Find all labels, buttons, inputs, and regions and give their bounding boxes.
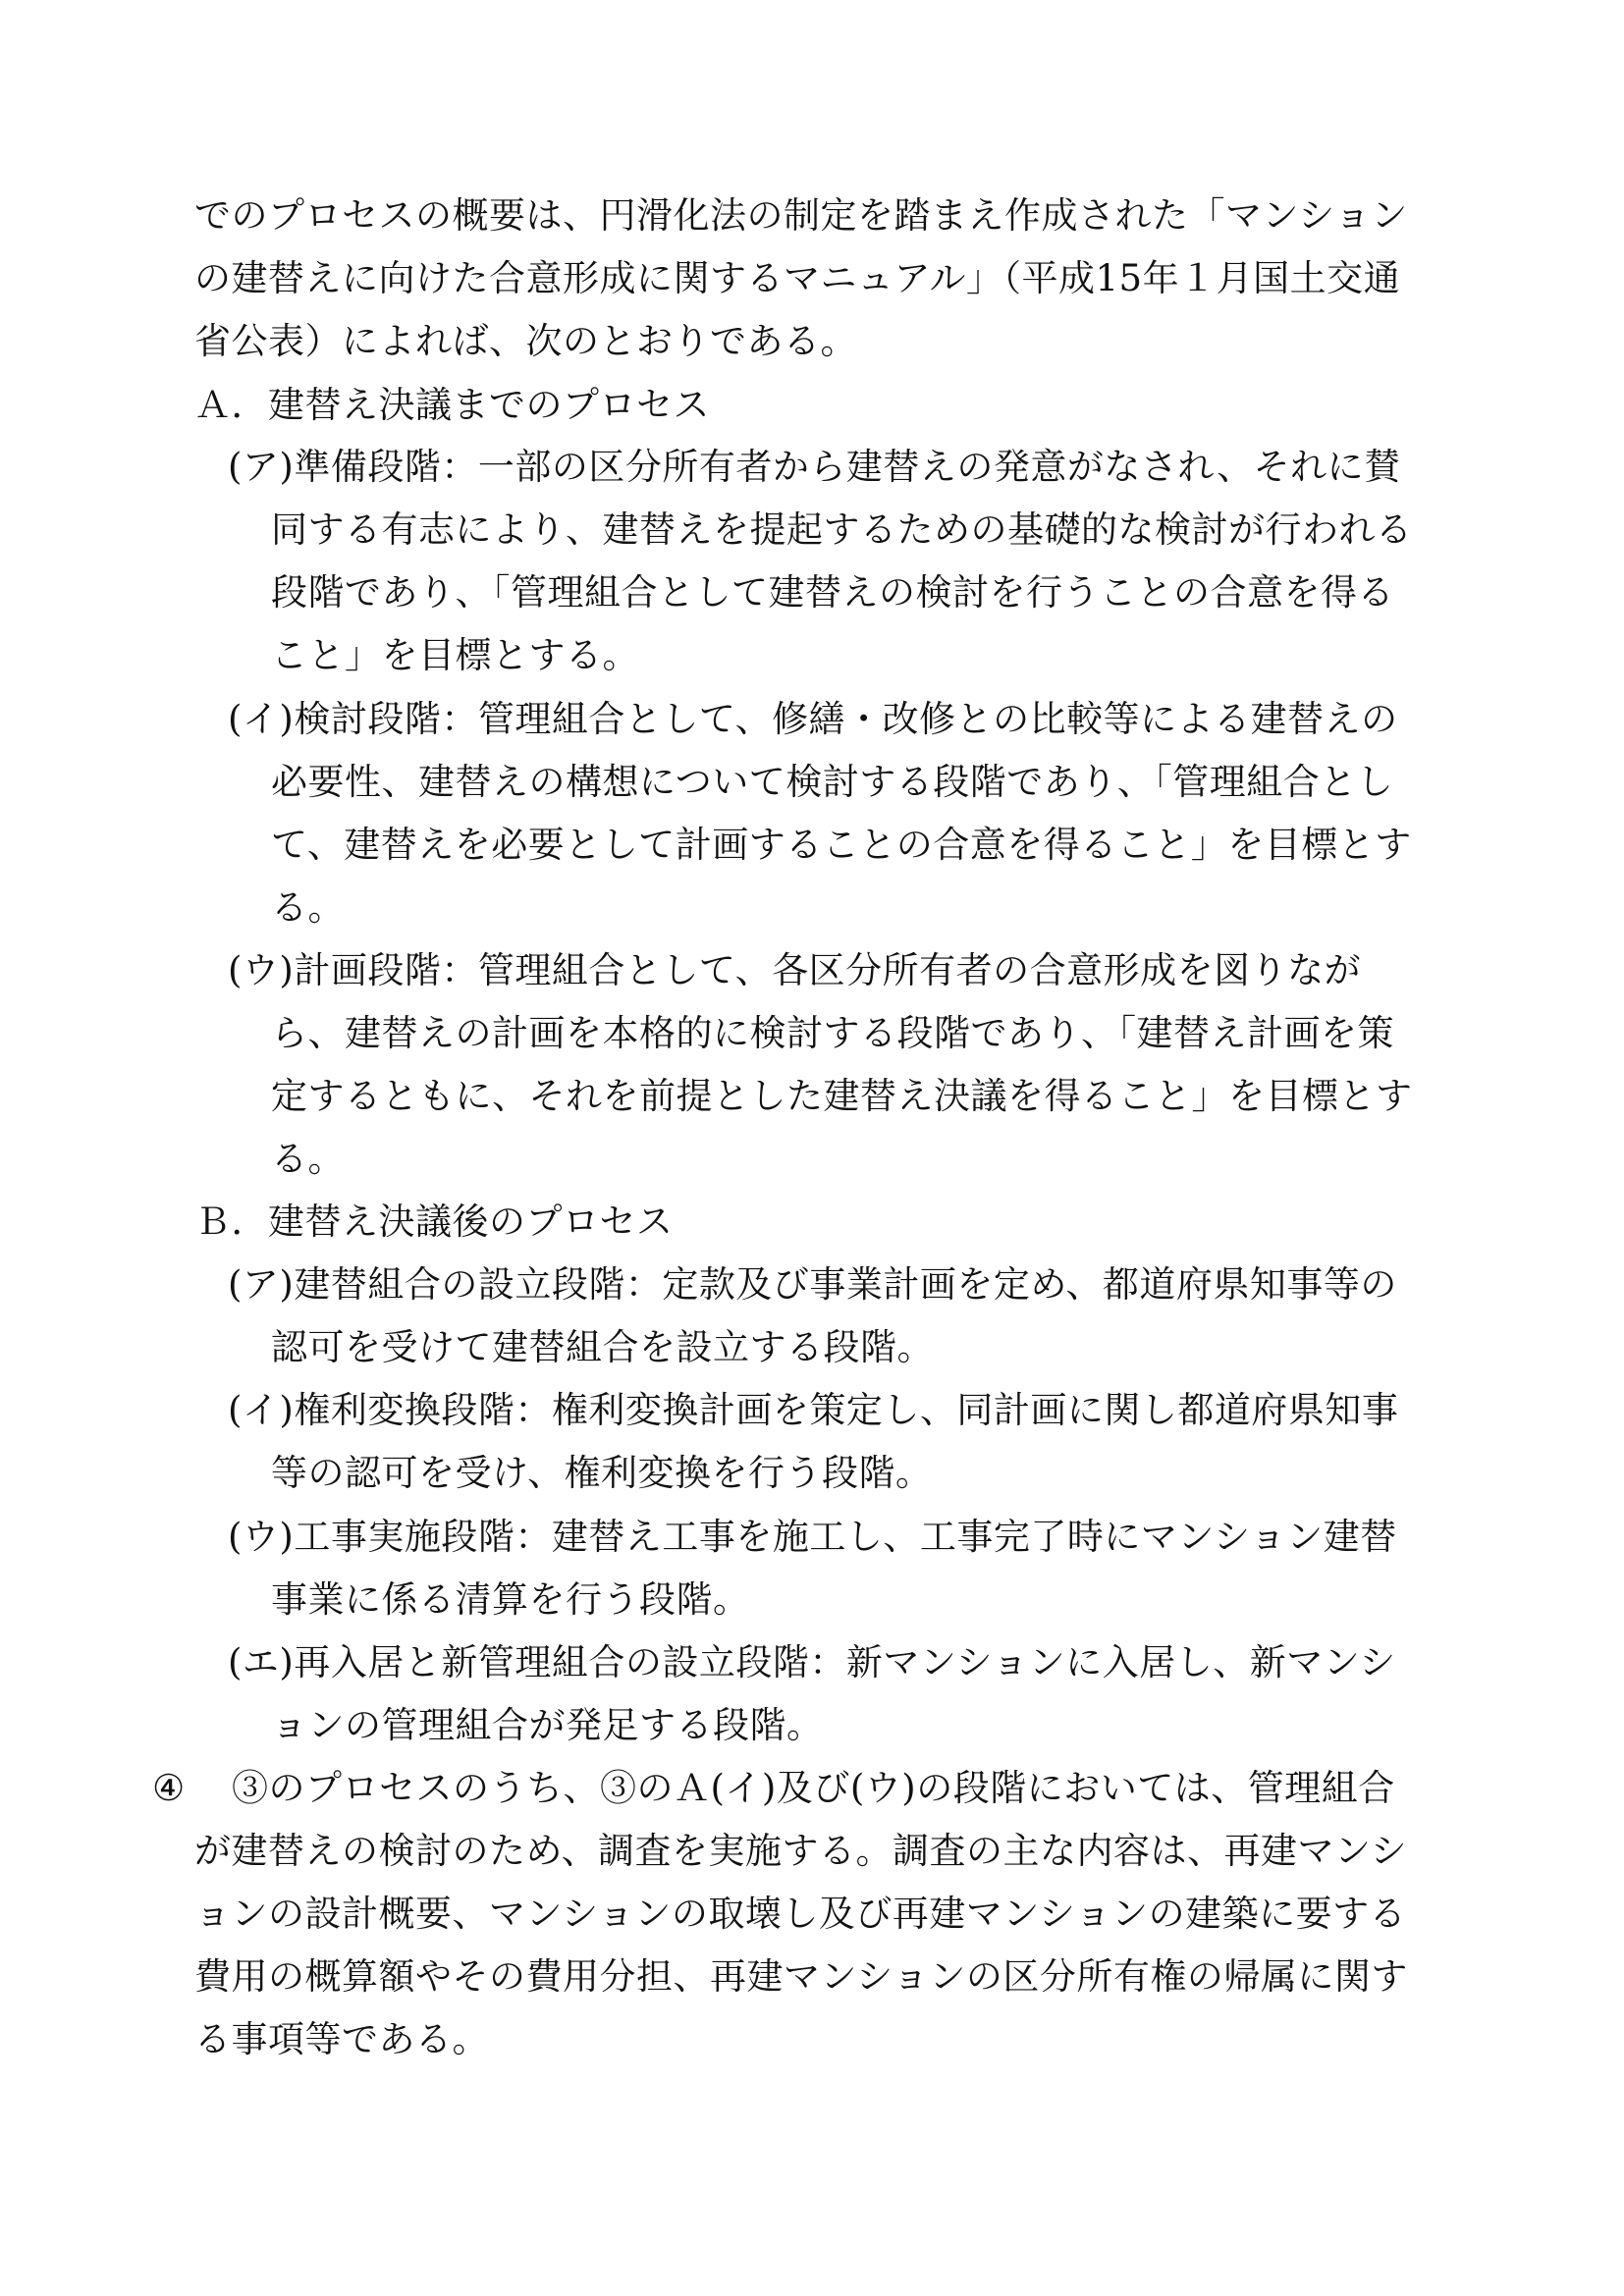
list-item-line: 認可を受けて建替組合を設立する段階。 — [271, 1326, 934, 1368]
item-marker: ④ — [152, 1767, 186, 1809]
paragraph-line: でのプロセスの概要は、円滑化法の制定を踏まえ作成された「マンション — [194, 194, 1408, 237]
list-item-first: (ア)準備段階：一部の区分所有者から建替えの発意がなされ、それに賛 — [228, 446, 1401, 488]
list-item-line: 必要性、建替えの構想について検討する段階であり、「管理組合とし — [271, 761, 1394, 803]
list-item-line: ら、建替えの計画を本格的に検討する段階であり、「建替え計画を策 — [271, 1012, 1394, 1054]
paragraph-line: 省公表）によれば、次のとおりである。 — [194, 320, 857, 362]
list-item-line: る。 — [271, 886, 345, 929]
list-item-line: る。 — [271, 1138, 345, 1180]
list-item-line: 同する有志により、建替えを提起するための基礎的な検討が行われる — [271, 508, 1413, 551]
numbered-item-line: が建替えの検討のため、調査を実施する。調査の主な内容は、再建マンシ — [194, 1830, 1408, 1872]
list-item-first: (ア)建替組合の設立段階：定款及び事業計画を定め、都道府県知事等の — [228, 1263, 1397, 1306]
list-item-line: こと」を目標とする。 — [271, 634, 639, 676]
list-item-line: 段階であり、「管理組合として建替えの検討を行うことの合意を得る — [271, 571, 1394, 614]
list-item-line: 定するともに、それを前提とした建替え決議を得ること」を目標とす — [271, 1075, 1413, 1117]
list-item-first: (エ)再入居と新管理組合の設立段階：新マンションに入居し、新マンシ — [228, 1641, 1396, 1683]
list-item-first: (ウ)計画段階：管理組合として、各区分所有者の合意形成を図りなが — [228, 949, 1362, 991]
numbered-item-line: る事項等である。 — [194, 2018, 489, 2060]
list-item-first: (イ)検討段階：管理組合として、修繕・改修との比較等による建替えの — [228, 698, 1398, 740]
list-item-line: 事業に係る清算を行う段階。 — [271, 1578, 750, 1621]
paragraph-line: の建替えに向けた合意形成に関するマニュアル」（平成15年１月国土交通 — [194, 257, 1401, 299]
list-item-line: ョンの管理組合が発足する段階。 — [271, 1704, 824, 1746]
list-item-line: 等の認可を受け、権利変換を行う段階。 — [271, 1452, 933, 1494]
numbered-item-line: 費用の概算額やその費用分担、再建マンションの区分所有権の帰属に関す — [194, 1955, 1408, 1998]
numbered-item-first: ③のプロセスのうち、③のＡ(イ)及び(ウ)の段階においては、管理組合 — [232, 1767, 1395, 1809]
list-item-first: (ウ)工事実施段階：建替え工事を施工し、工事完了時にマンション建替 — [228, 1516, 1397, 1558]
section-heading: Ａ．建替え決議までのプロセス — [194, 384, 710, 426]
list-item-first: (イ)権利変換段階：権利変換計画を策定し、同計画に関し都道府県知事 — [228, 1389, 1399, 1431]
section-heading: Ｂ．建替え決議後のプロセス — [194, 1201, 674, 1243]
list-item-line: て、建替えを必要として計画することの合意を得ること」を目標とす — [271, 824, 1412, 866]
numbered-item-line: ョンの設計概要、マンションの取壊し及び再建マンションの建築に要する — [194, 1893, 1407, 1935]
